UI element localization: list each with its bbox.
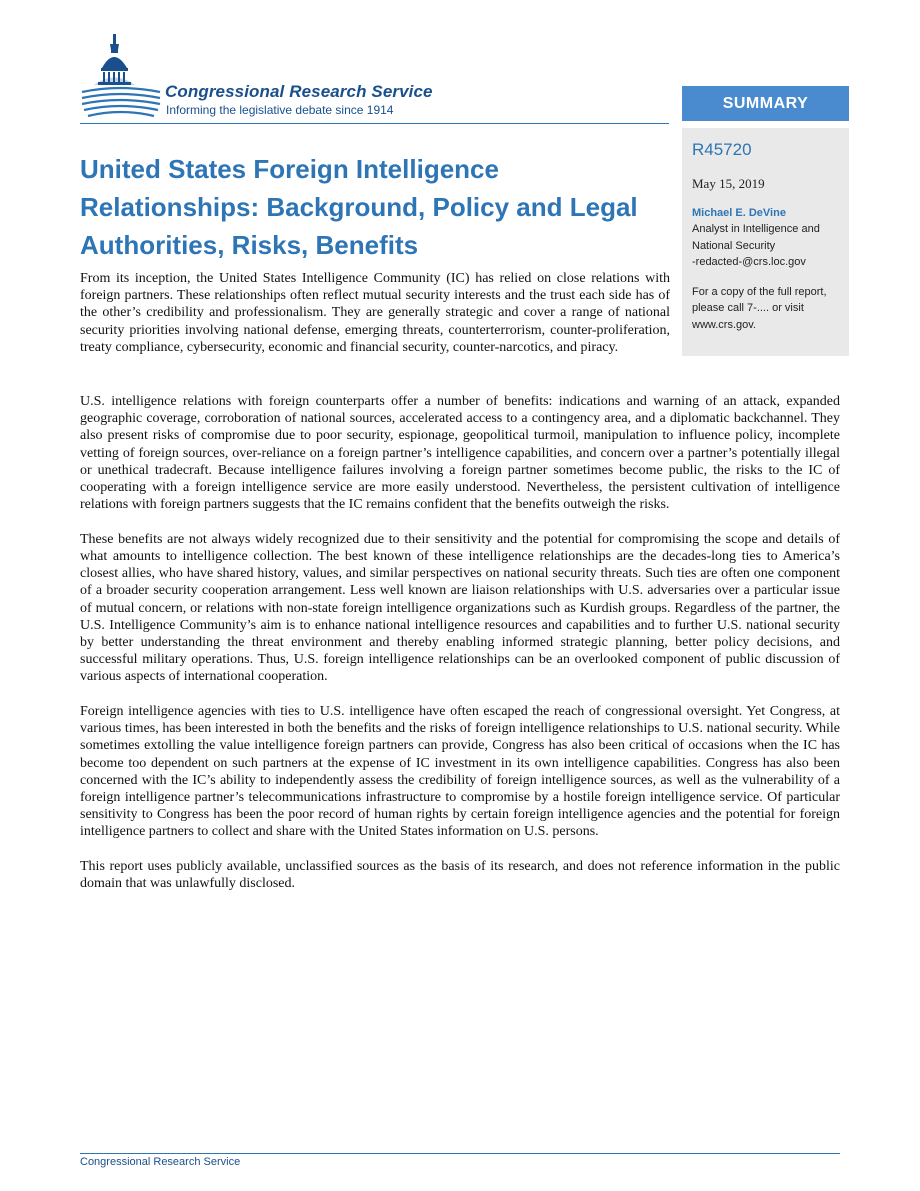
summary-heading: SUMMARY — [682, 86, 849, 121]
body-paragraph: These benefits are not always widely recognized due to their sensitivity and the potential for compromising the scope and details of what amounts to intelligence collection. The best known of these intelligence relationships are the decades-long ties to America’s closest allies, who have shared history, values, and similar perspectives on national security threats. Such ties are often one component of a broader security cooperation arrangement. Less well known are liaison relationships with U.S. adversaries over a particular issue of mutual concern, or relations with non-state foreign intelligence organizations such as Kurdish groups. Regardless of the partner, the U.S. Intelligence Community’s aim is to enhance national intelligence resources and capabilities and to further U.S. national security by better understanding the threat environment and thereby enabling informed strategic planning, better policy decisions, and successful military operations. Thus, U.S. foreign intelligence relationships can be an overlooked component of public discussion of various aspects of international cooperation. — [80, 531, 840, 685]
footer-text: Congressional Research Service — [80, 1156, 241, 1168]
author-email: -redacted-@crs.loc.gov — [692, 256, 806, 268]
document-title: United States Foreign Intelligence Relationships: Background, Policy and Legal Authorities, Risks, Benefits — [80, 154, 638, 260]
summary-sidebar — [682, 128, 849, 356]
report-id: R45720 — [692, 140, 752, 159]
author-title-line: Analyst in Intelligence and — [692, 223, 820, 235]
crs-website-link[interactable]: www.crs.gov. — [692, 318, 756, 331]
footer-divider — [80, 1153, 840, 1154]
crs-logo — [80, 32, 480, 124]
author-title-line: National Security — [692, 239, 776, 252]
copy-note-line: please call 7-.... or visit — [692, 302, 804, 314]
body-paragraph: Foreign intelligence agencies with ties to U.S. intelligence have often escaped the reach of congressional oversight. Yet Congress, at various times, has been interested in both the benefits and the risks of foreign intelligence relationships to U.S. national security. While sometimes extolling the value intelligence foreign partners can provide, Congress has also been critical of occasions when the IC has become too dependent on such partners at the expense of IC investment in its own intelligence capabilities. Congress has also been concerned with the IC’s ability to independently assess the credibility of foreign intelligence sources, as well as the vulnerability of a foreign intelligence partner’s telecommunications infrastructure to compromise by a hostile foreign intelligence service. Of particular sensitivity to Congress has been the poor record of human rights by certain foreign intelligence agencies and the potential for foreign intelligence partners to collect and share with the United States information on U.S. persons. — [80, 704, 840, 840]
org-tagline: Informing the legislative debate since 1914 — [166, 103, 394, 117]
body-paragraph: U.S. intelligence relations with foreign counterparts offer a number of benefits: indications and warning of an attack, expanded geographic coverage, corroboration of national sources, accelerated access to a contingency area, and a diplomatic backchannel. They also present risks of compromise due to poor security, espionage, geopolitical turmoil, manipulation to influence policy, incomplete vetting of foreign sources, over-reliance on a foreign partner’s intelligence capabilities, and concern over a partner’s potentially illegal or unethical tradecraft. Because intelligence failures involving a foreign partner sometimes become public, the risks to the IC of cooperating with a foreign intelligence service are more easily understood. Nevertheless, the persistent cultivation of intelligence relations with foreign partners suggests that the IC remains confident that the benefits outweigh the risks. — [80, 394, 840, 513]
author-name: Michael E. DeVine — [692, 207, 786, 219]
capitol-dome-logo-icon — [80, 32, 164, 120]
org-name: Congressional Research Service — [165, 82, 433, 101]
body-paragraph: This report uses publicly available, unclassified sources as the basis of its research, and does not reference information in the public domain that was unlawfully disclosed. — [80, 859, 840, 892]
intro-paragraph: From its inception, the United States Intelligence Community (IC) has relied on close relations with foreign partners. These relationships often reflect mutual security interests and the trust each side has of the other’s credibility and professionalism. They are generally strategic and cover a range of national security priorities involving national defense, emerging threats, counterterrorism, counter-proliferation, treaty compliance, cybersecurity, economic and financial security, counter-narcotics, and piracy. — [80, 271, 670, 355]
summary-body — [80, 393, 840, 910]
header-divider — [80, 123, 669, 124]
report-date: May 15, 2019 — [692, 176, 765, 191]
copy-note-line: For a copy of the full report, — [692, 285, 827, 298]
